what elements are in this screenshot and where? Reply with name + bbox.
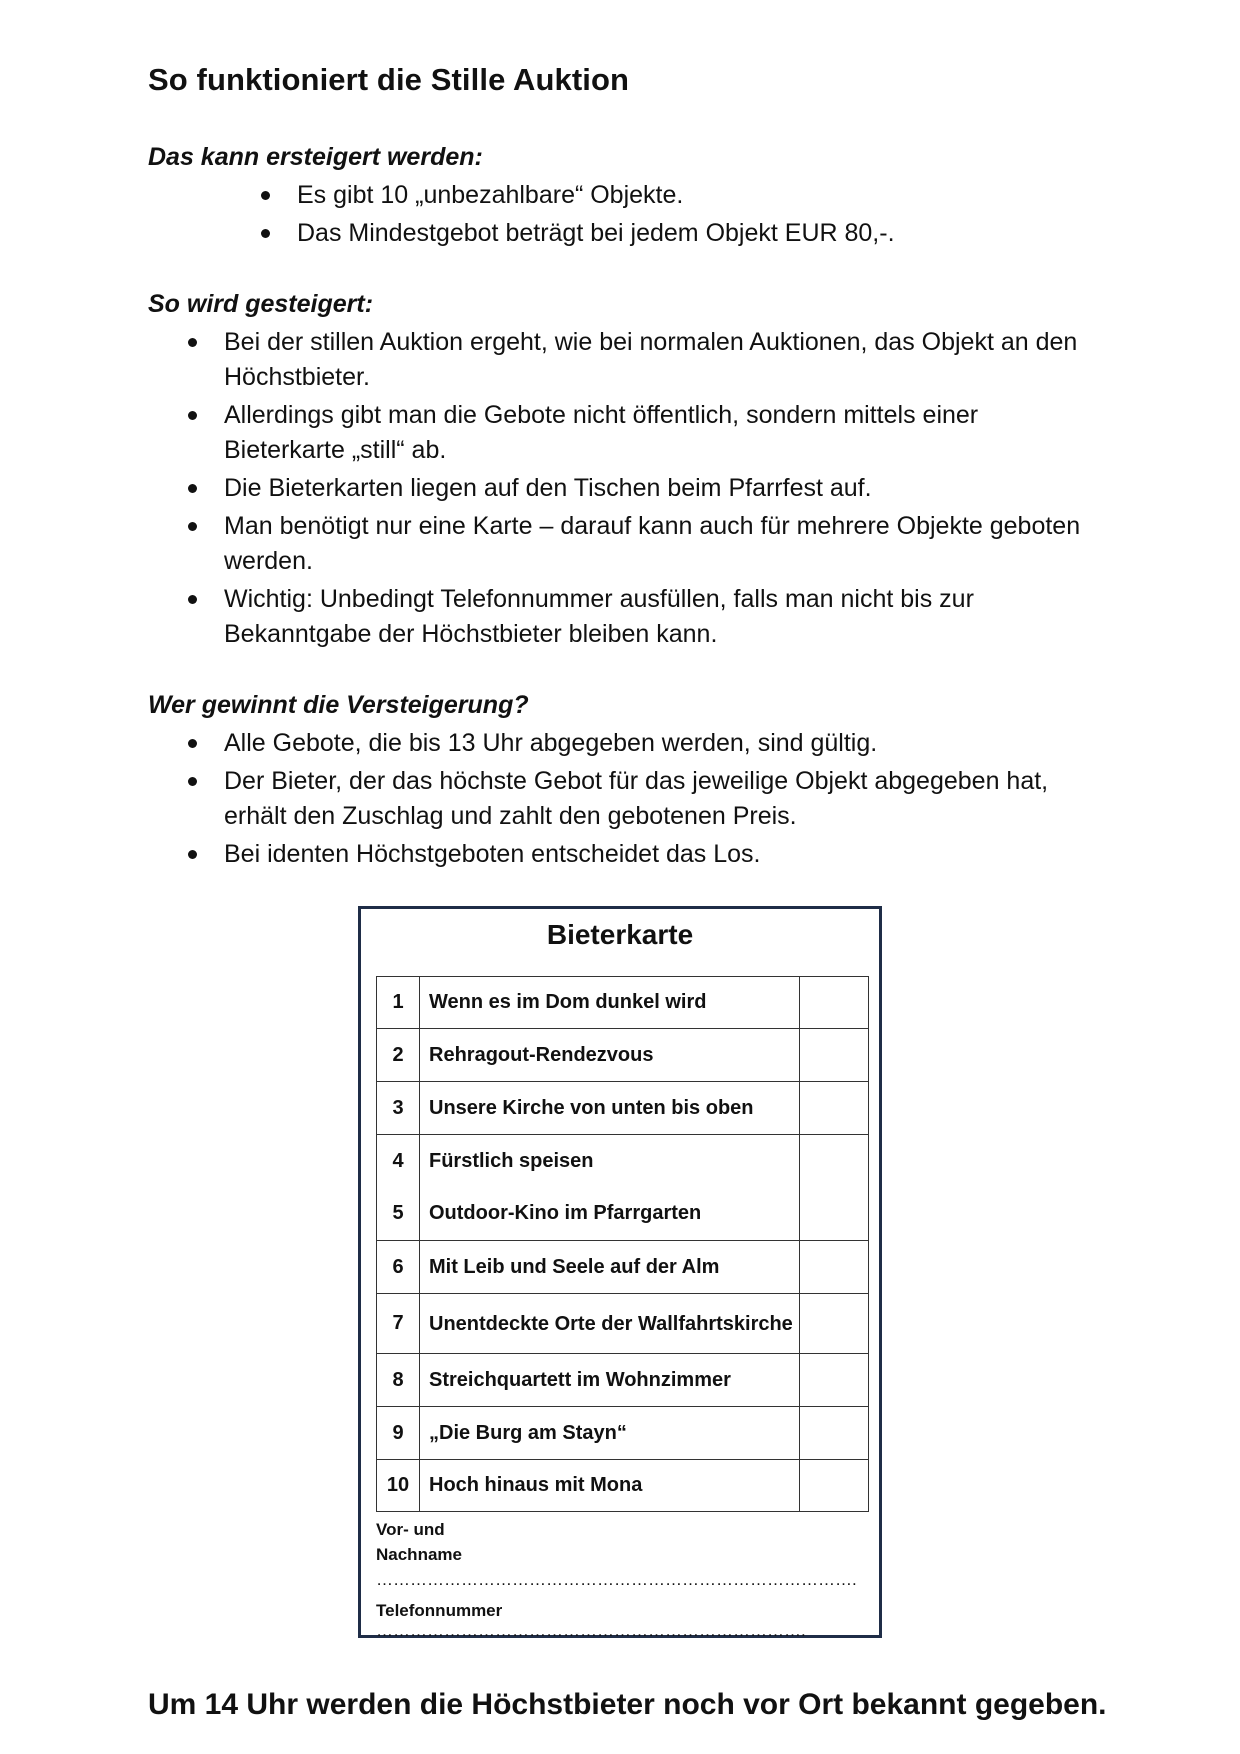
bid-cell[interactable] xyxy=(800,1135,869,1188)
list-item: Die Bieterkarten liegen auf den Tischen beim Pfarrfest auf. xyxy=(224,471,1084,506)
section-heading-items: Das kann ersteigert werden: xyxy=(148,143,483,171)
table-row xyxy=(377,1029,869,1082)
list-item: Man benötigt nur eine Karte – darauf kann auch für mehrere Objekte geboten werden. xyxy=(224,509,1084,579)
object-name: Streichquartett im Wohnzimmer xyxy=(420,1354,800,1407)
bullet-list-bidding xyxy=(224,325,1084,655)
phone-dotted-line: …………………………………………………………………. xyxy=(376,1621,806,1640)
section-heading-winner: Wer gewinnt die Versteigerung? xyxy=(148,691,529,719)
list-item: Es gibt 10 „unbezahlbare“ Objekte. xyxy=(297,178,1017,213)
table-row xyxy=(377,1082,869,1135)
table-row xyxy=(377,1241,869,1294)
table-row xyxy=(377,1135,869,1188)
table-row xyxy=(377,1294,869,1354)
row-number: 7 xyxy=(377,1294,420,1354)
bid-card xyxy=(358,906,882,1638)
row-number: 3 xyxy=(377,1082,420,1135)
object-name: Fürstlich speisen xyxy=(420,1135,800,1188)
row-number: 1 xyxy=(377,977,420,1029)
list-item: Alle Gebote, die bis 13 Uhr abgegeben werden, sind gültig. xyxy=(224,726,1084,761)
bid-cell[interactable] xyxy=(800,1241,869,1294)
name-dotted-line: …………………………………………………………………………. xyxy=(376,1570,857,1589)
list-item: Bei identen Höchstgeboten entscheidet das Los. xyxy=(224,837,1084,872)
list-item: Das Mindestgebot beträgt bei jedem Objekt EUR 80,-. xyxy=(297,216,1017,251)
row-number: 10 xyxy=(377,1460,420,1512)
list-item: Der Bieter, der das höchste Gebot für das jeweilige Objekt abgegeben hat, erhält den Zuschlag und zahlt den gebotenen Preis. xyxy=(224,764,1084,834)
bullet-list-items xyxy=(297,178,1017,254)
bid-cell[interactable] xyxy=(800,1029,869,1082)
bid-cell[interactable] xyxy=(800,1354,869,1407)
table-row xyxy=(377,1407,869,1460)
page-title: So funktioniert die Stille Auktion xyxy=(148,62,630,97)
row-number: 5 xyxy=(377,1188,420,1241)
bid-cell[interactable] xyxy=(800,1294,869,1354)
phone-field[interactable] xyxy=(376,1601,879,1641)
bid-cell[interactable] xyxy=(800,977,869,1029)
object-name: Unentdeckte Orte der Wallfahrtskirche xyxy=(420,1294,800,1354)
table-row xyxy=(377,1188,869,1241)
phone-label: Telefonnummer xyxy=(376,1601,503,1620)
bid-cell[interactable] xyxy=(800,1082,869,1135)
card-title: Bieterkarte xyxy=(546,919,694,950)
list-item: Allerdings gibt man die Gebote nicht öffentlich, sondern mittels einer Bieterkarte „still“ ab. xyxy=(224,398,1084,468)
table-row xyxy=(377,1460,869,1512)
object-name: Wenn es im Dom dunkel wird xyxy=(420,977,800,1029)
list-item: Bei der stillen Auktion ergeht, wie bei normalen Auktionen, das Objekt an den Höchstbieter. xyxy=(224,325,1084,395)
row-number: 9 xyxy=(377,1407,420,1460)
name-label-line2: Nachname xyxy=(376,1545,462,1564)
row-number: 8 xyxy=(377,1354,420,1407)
object-name: Mit Leib und Seele auf der Alm xyxy=(420,1241,800,1294)
name-field[interactable] xyxy=(376,1517,879,1592)
object-name: „Die Burg am Stayn“ xyxy=(420,1407,800,1460)
bullet-list-winner xyxy=(224,726,1084,875)
object-name: Rehragout-Rendezvous xyxy=(420,1029,800,1082)
section-heading-bidding: So wird gesteigert: xyxy=(148,290,374,318)
object-name: Outdoor-Kino im Pfarrgarten xyxy=(420,1188,800,1241)
bid-cell[interactable] xyxy=(800,1407,869,1460)
object-name: Hoch hinaus mit Mona xyxy=(420,1460,800,1512)
list-item: Wichtig: Unbedingt Telefonnummer ausfüllen, falls man nicht bis zur Bekanntgabe der Höchstbieter bleiben kann. xyxy=(224,582,1084,652)
name-label-line1: Vor- und xyxy=(376,1520,445,1539)
footer-note: Um 14 Uhr werden die Höchstbieter noch vor Ort bekannt gegeben. xyxy=(148,1688,1107,1721)
table-row xyxy=(377,1354,869,1407)
row-number: 2 xyxy=(377,1029,420,1082)
object-name: Unsere Kirche von unten bis oben xyxy=(420,1082,800,1135)
table-row xyxy=(377,977,869,1029)
row-number: 4 xyxy=(377,1135,420,1188)
bid-cell[interactable] xyxy=(800,1188,869,1241)
bid-cell[interactable] xyxy=(800,1460,869,1512)
row-number: 6 xyxy=(377,1241,420,1294)
bid-table xyxy=(376,976,869,1512)
